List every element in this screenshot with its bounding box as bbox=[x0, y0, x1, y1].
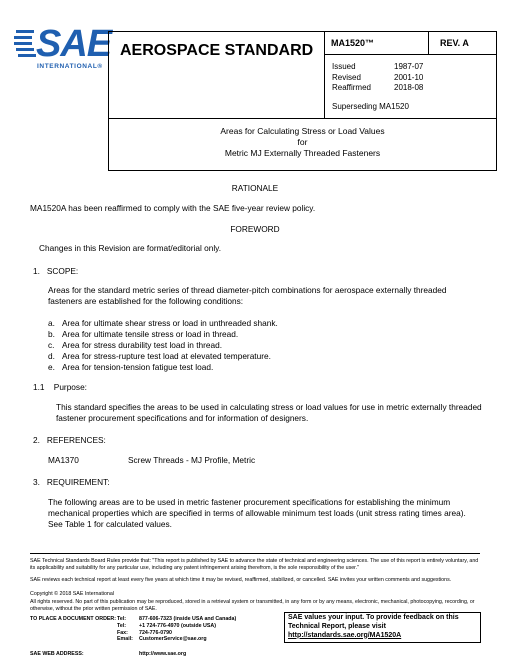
date-label: Revised bbox=[332, 72, 361, 82]
supersedes-note: Superseding MA1520 bbox=[332, 102, 409, 111]
contact-type: Tel: bbox=[117, 616, 127, 622]
title-line: for bbox=[297, 137, 308, 147]
feedback-link[interactable]: http://standards.sae.org/MA1520A bbox=[288, 631, 402, 639]
document-category: AEROSPACE STANDARD bbox=[120, 42, 314, 59]
document-title bbox=[108, 126, 497, 159]
section-title: REFERENCES: bbox=[46, 435, 106, 445]
list-text: Area for tension-tension fatigue test load. bbox=[62, 362, 214, 372]
section-title: SCOPE: bbox=[46, 266, 79, 276]
footer-divider bbox=[30, 553, 480, 554]
feedback-panel bbox=[288, 614, 478, 640]
web-label: SAE WEB ADDRESS: bbox=[30, 651, 84, 657]
contact-value[interactable]: 877-606-7323 (inside USA and Canada) bbox=[139, 616, 237, 622]
order-contacts bbox=[30, 616, 236, 643]
list-text: Area for ultimate tensile stress or load in thread. bbox=[62, 329, 239, 339]
section-title: REQUIREMENT: bbox=[46, 477, 110, 487]
review-text: SAE reviews each technical report at least every five years at which time it may be revised, reaffirmed, stabilized, or cancelled. SAE invites your written comments and suggestions. bbox=[30, 577, 452, 583]
title-line: Metric MJ Externally Threaded Fasteners bbox=[224, 148, 381, 158]
condition-list bbox=[48, 318, 488, 373]
list-item bbox=[48, 340, 488, 351]
reference-item bbox=[48, 455, 255, 466]
title-line: Areas for Calculating Stress or Load Values bbox=[220, 126, 385, 136]
date-row-reaffirmed bbox=[332, 83, 423, 94]
list-marker: e. bbox=[48, 362, 55, 372]
date-value: 2001-10 bbox=[394, 72, 424, 82]
logo-subtitle: INTERNATIONAL® bbox=[37, 63, 103, 70]
rights-text: All rights reserved. No part of this publication may be reproduced, stored in a retrieval system or transmitted, in any form or by any means, electronic, mechanical, photocopying, recording, or otherwise, without the prior written permission of SAE. bbox=[30, 599, 475, 612]
list-text: Area for stress durability test load in thread. bbox=[62, 340, 223, 350]
list-item bbox=[48, 318, 488, 329]
section-number: 3. bbox=[33, 477, 40, 487]
list-marker: c. bbox=[48, 340, 55, 350]
copyright-text: Copyright © 2018 SAE International bbox=[30, 591, 114, 597]
section-number: 1.1 bbox=[33, 382, 45, 392]
section-number: 2. bbox=[33, 435, 40, 445]
scope-text: Areas for the standard metric series of thread diameter-pitch combinations for aerospace externally threaded fasteners are established for the following conditions: bbox=[48, 285, 447, 306]
list-marker: a. bbox=[48, 318, 55, 328]
board-rules-text: SAE Technical Standards Board Rules provide that: "This report is published by SAE to advance the state of technical and engineering sciences. The use of this report is entirely voluntary, and its applicability and suitability for any particular use, including any patent infringement arising therefrom, is the sole responsibility of the user." bbox=[30, 558, 479, 571]
web-address bbox=[30, 651, 186, 657]
list-item bbox=[48, 351, 488, 362]
references-heading bbox=[33, 435, 106, 446]
contact-row bbox=[30, 623, 236, 630]
date-label: Issued bbox=[332, 62, 356, 71]
revision-label: REV. A bbox=[440, 38, 469, 48]
section-number: 1. bbox=[33, 266, 40, 276]
scope-heading bbox=[33, 266, 78, 277]
requirement-heading bbox=[33, 477, 110, 488]
date-label: Reaffirmed bbox=[332, 83, 371, 92]
doc-number: MA1520™ bbox=[331, 38, 375, 48]
purpose-text: This standard specifies the areas to be used in calculating stress or load values for use in metric externally threaded fastener procurement specifications and for information of designers. bbox=[56, 402, 482, 423]
date-value: 2018-08 bbox=[394, 83, 424, 92]
contact-row bbox=[30, 630, 236, 637]
contact-value[interactable]: +1 724-776-4970 (outside USA) bbox=[139, 622, 216, 629]
date-row-issued bbox=[332, 62, 423, 73]
reference-id: MA1370 bbox=[48, 455, 79, 465]
date-row-revised bbox=[332, 73, 423, 84]
contact-type: Fax: bbox=[117, 629, 128, 636]
list-item bbox=[48, 329, 488, 340]
list-item bbox=[48, 362, 488, 373]
contact-row bbox=[30, 616, 236, 623]
contact-row bbox=[30, 636, 236, 643]
foreword-text: Changes in this Revision are format/editorial only. bbox=[39, 243, 222, 253]
logo-wordmark: SAE bbox=[36, 23, 112, 65]
section-title: Purpose: bbox=[53, 382, 87, 392]
rationale-text: MA1520A has been reaffirmed to comply with the SAE five-year review policy. bbox=[30, 203, 316, 213]
list-marker: b. bbox=[48, 329, 55, 339]
contact-value: 724-776-0790 bbox=[139, 629, 172, 636]
requirement-text: The following areas are to be used in metric fastener procurement specifications for establishing the minimum mechanical properties which are specified in terms of allowable minimum test loads (unit stress rating times area). See Table 1 for calculated values. bbox=[48, 497, 466, 529]
list-text: Area for stress-rupture test load at elevated temperature. bbox=[62, 351, 271, 361]
foreword-heading: FOREWORD bbox=[230, 224, 280, 234]
feedback-text: SAE values your input. To provide feedback on this Technical Report, please visit bbox=[288, 614, 459, 630]
web-link[interactable]: http://www.sae.org bbox=[139, 651, 187, 657]
contact-type: Tel: bbox=[117, 622, 127, 629]
date-list bbox=[332, 62, 423, 94]
order-label: TO PLACE A DOCUMENT ORDER: bbox=[30, 616, 117, 622]
rationale-heading: RATIONALE bbox=[231, 183, 279, 193]
purpose-heading bbox=[33, 382, 87, 393]
email-link[interactable]: CustomerService@sae.org bbox=[139, 636, 207, 643]
list-text: Area for ultimate shear stress or load in unthreaded shank. bbox=[62, 318, 278, 328]
contact-type: Email: bbox=[117, 636, 133, 643]
date-value: 1987-07 bbox=[394, 62, 424, 71]
list-marker: d. bbox=[48, 351, 55, 361]
reference-title: Screw Threads - MJ Profile, Metric bbox=[128, 455, 256, 465]
